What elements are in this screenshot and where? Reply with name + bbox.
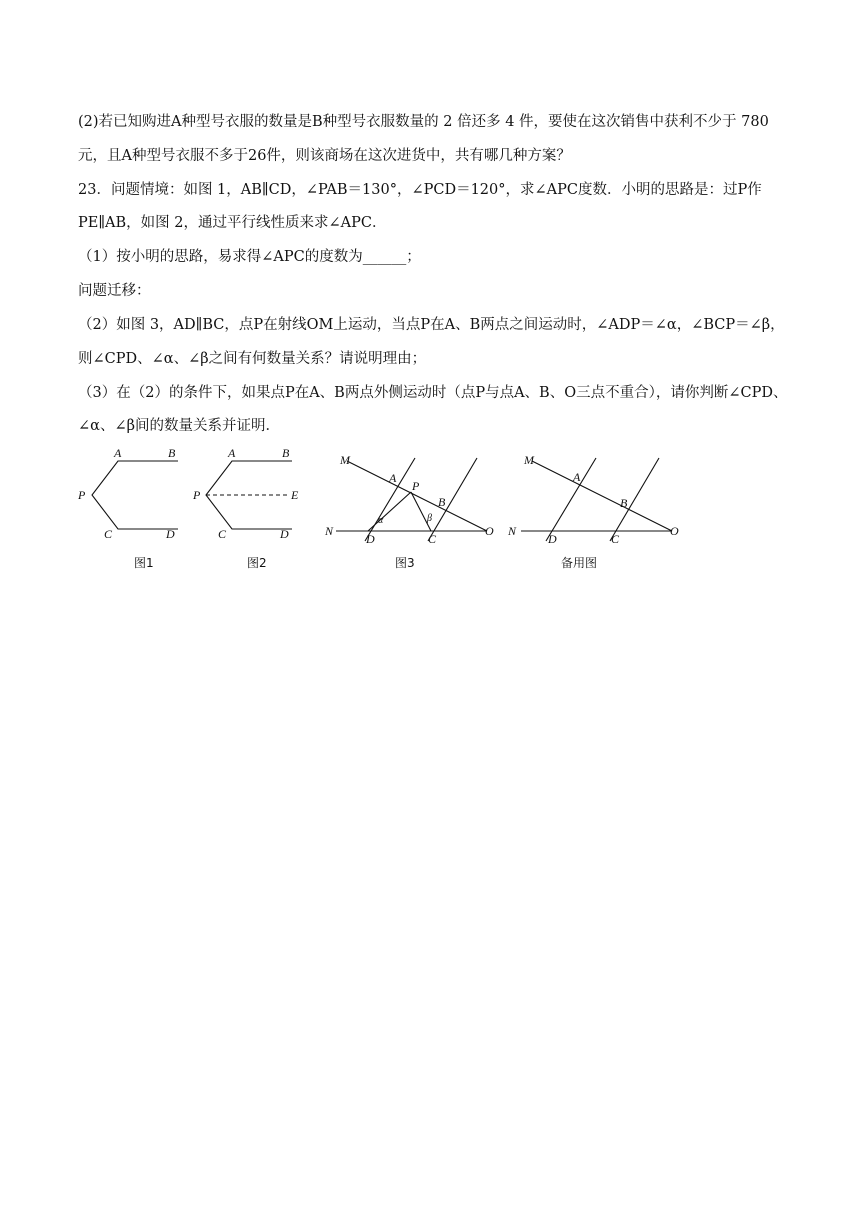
fig3-label-c: C <box>428 532 437 546</box>
figure-1-caption: 图1 <box>134 556 154 570</box>
figure-backup-caption: 备用图 <box>561 556 598 570</box>
fig4-label-c: C <box>611 532 620 546</box>
problem-23-part3-line1: （3）在（2）的条件下，如果点P在A、B两点外侧运动时（点P与点A、B、O三点不重合），请你判断∠CPD、 <box>78 385 788 401</box>
problem-23-part3-line2: ∠α、∠β间的数量关系并证明． <box>78 418 280 434</box>
fig4-label-m: M <box>524 453 534 467</box>
fig3-label-p: P <box>412 479 420 493</box>
fig3-label-beta: β <box>427 513 432 524</box>
figure-3 <box>322 446 507 546</box>
problem-23-part2-line2: 则∠CPD、∠α、∠β之间有何数量关系？请说明理由； <box>78 351 427 367</box>
fig2-label-a: A <box>228 446 236 460</box>
problem-22-part2-line2: 元，且A种型号衣服不多于26件，则该商场在这次进货中，共有哪几种方案？ <box>78 148 571 164</box>
fig3-label-n: N <box>325 524 334 538</box>
fig2-label-d: D <box>280 527 289 541</box>
fig3-label-alpha: α <box>378 515 384 526</box>
problem-23-part2-line1: （2）如图 3，AD∥BC，点P在射线OM上运动，当点P在A、B两点之间运动时，∠ADP＝∠α，∠BCP＝∠β， <box>78 317 785 333</box>
problem-23-part1: （1）按小明的思路，易求得∠APC的度数为______； <box>78 249 421 265</box>
problem-23-intro-line2: PE∥AB，如图 2，通过平行线性质来求∠APC． <box>78 215 387 231</box>
fig2-label-p: P <box>193 488 201 502</box>
problem-23-migration-heading: 问题迁移： <box>78 283 151 299</box>
fig2-label-c: C <box>218 527 227 541</box>
fig3-label-a: A <box>389 471 397 485</box>
fig4-label-n: N <box>508 524 517 538</box>
figure-2-caption: 图2 <box>247 556 267 570</box>
problem-23-intro-line1: 23．问题情境：如图 1，AB∥CD，∠PAB＝130°，∠PCD＝120°，求∠APC度数．小明的思路是：过P作 <box>78 182 762 198</box>
figure-3-caption: 图3 <box>395 556 415 570</box>
fig2-label-b: B <box>282 446 290 460</box>
fig4-label-o: O <box>670 524 679 538</box>
figure-2 <box>192 446 307 546</box>
fig2-label-e: E <box>291 488 299 502</box>
problem-22-part2-line1: (2)若已知购进A种型号衣服的数量是B种型号衣服数量的 2 倍还多 4 件，要使在这次销售中获利不少于 780 <box>78 114 769 130</box>
fig4-label-b: B <box>620 496 628 510</box>
fig1-label-a: A <box>114 446 122 460</box>
fig3-label-m: M <box>340 453 350 467</box>
fig1-label-d: D <box>166 527 175 541</box>
fig3-label-d: D <box>366 532 375 546</box>
figure-backup <box>507 446 692 546</box>
fig4-label-a: A <box>573 470 581 484</box>
fig3-label-b: B <box>438 495 446 509</box>
fig1-label-p: P <box>78 488 86 502</box>
fig1-label-b: B <box>168 446 176 460</box>
figure-1 <box>76 446 186 546</box>
fig1-label-c: C <box>104 527 113 541</box>
fig3-label-o: O <box>485 524 494 538</box>
fig4-label-d: D <box>548 532 557 546</box>
